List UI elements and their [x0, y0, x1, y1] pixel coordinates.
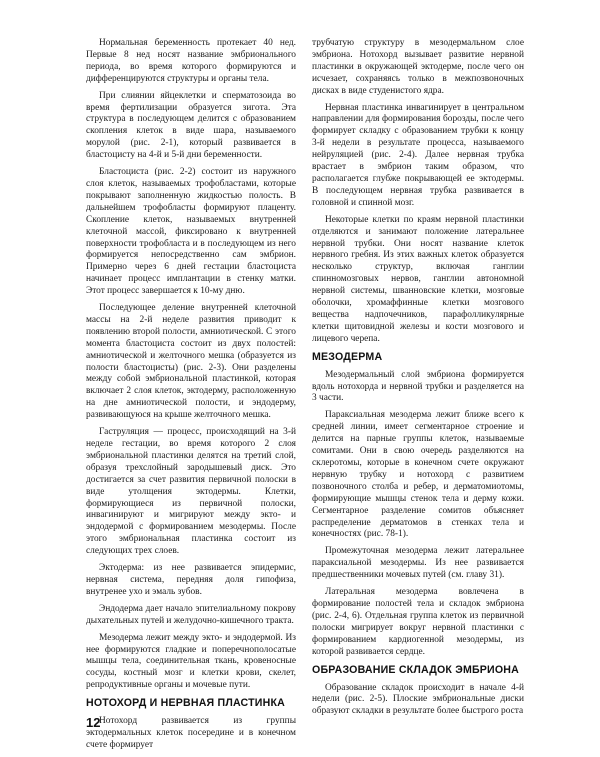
paragraph: Нервная пластинка инвагинирует в центральном направлении для формирования борозды, после чего формирует складку с образованием трубки к концу 3-й недели в результате процесса, называемого нейруляцией (рис. 2-4). Далее нервная трубка врастает в эмбрион таким образом, что располагается глубже покрывающей ее эктодермы. В последующем нервная трубка развивается в головной и спинной мозг. — [312, 102, 524, 208]
paragraph: Эндодерма дает начало эпителиальному покрову дыхательных путей и желудочно-кишечного тракта. — [86, 603, 296, 626]
paragraph: Эктодерма: из нее развивается эпидермис, нервная система, передняя доля гипофиза, внутренее ухо и эмаль зубов. — [86, 563, 296, 597]
paragraph: Латеральная мезодерма вовлечена в формирование полостей тела и складок эмбриона (рис. 2-4, 6). Отдельная группа клеток из первичной полоски мигрирует вокруг нервной пластинки с формированием кардиогенной мезодермы, из которой развивается сердце. — [312, 587, 524, 657]
paragraph: Нотохорд развивается из группы эктодермальных клеток посередине и в конечном счете формирует — [86, 716, 296, 750]
paragraph: Промежуточная мезодерма лежит латеральнее параксиальной мезодермы. Из нее развивается предшественники мочевых путей (см. главу 31). — [312, 546, 524, 581]
paragraph: Нормальная беременность протекает 40 нед. Первые 8 нед носят название эмбрионального периода, во время которого формируются и дифференцируются структуры и органы тела. — [86, 38, 296, 84]
paragraph: Некоторые клетки по краям нервной пластинки отделяются и занимают положение латеральнее нервной трубки. Они носят название клеток нервного гребня. Из этих важных клеток образуется несколько структур, включая ганглии спинномозговых нервов, ганглии автономной нервной системы, шванновские клетки, мозговые оболочки, хромаффинные клетки мозгового вещества надпочечников, парафолликулярные клетки щитовидной железы и кости мозгового и лицевого черепа. — [312, 214, 524, 344]
paragraph: Параксиальная мезодерма лежит ближе всего к средней линии, имеет сегментарное строение и делится на парные группы клеток, называемые сомитами. Они в свою очередь разделяются на склеротомы, которые в конечном счете окружают нервную трубку и нотохорд с развитием позвоночного столба и ребер, и дерматомиотомы, формирующие мышцы стенок тела и дерму кожи. Сегментарное разделение сомитов объясняет распределение дерматомов в стенках тела и конечностях (рис. 78-1). — [312, 410, 524, 540]
paragraph: Последующее деление внутренней клеточной массы на 2-й неделе развития приводит к появлению второй полости, амниотической. С этого момента бластоциста состоит из двух полостей: амниотической и желточного мешка (образуется из полости бластоцисты) (рис. 2-3). Они разделены между собой эмбриональной пластинкой, которая включает 2 слоя клеток, эктодерму, расположенную на дне амниотической полости, и эндодерму, развивающуюся на крыше желточного мешка. — [86, 303, 296, 421]
right-column — [312, 38, 524, 723]
left-column — [86, 38, 296, 757]
section-heading-notochord: НОТОХОРД И НЕРВНАЯ ПЛАСТИНКА — [86, 697, 285, 710]
page-number: 12 — [86, 715, 101, 730]
paragraph: Бластоциста (рис. 2-2) состоит из наружного слоя клеток, называемых трофобластами, которые покрывают заполненную жидкостью полость. В дальнейшем трофобласты формируют плаценту. Скопление клеток, называемых внутренней клеточной массой, фиксировано к внутренней поверхности трофобласта и в последующем из него формируется непосредственно сам эмбрион. Примерно через 6 дней гестации бластоциста начинает процесс имплантации в стенку матки. Этот процесс завершается к 10-му дню. — [86, 167, 296, 297]
section-heading-folding: ОБРАЗОВАНИЕ СКЛАДОК ЭМБРИОНА — [312, 663, 520, 676]
paragraph: Гаструляция — процесс, происходящий на 3-й неделе гестации, во время которого 2 слоя эмбриональной пластинки делятся на третий слой, образуя трехслойный зародышевый диск. Это достигается за счет развития первичной полоски в виде утолщения эктодермы. Клетки, формирующиеся из первичной полоски, инвагинируют и мигрируют между экто- и эндодермой с формированием мезодермы. После этого эмбриональная пластинка состоит из следующих трех слоев. — [86, 427, 296, 557]
paragraph: При слиянии яйцеклетки и сперматозоида во время фертилизации образуется зигота. Эта структура в последующем делится с образованием скопления клеток в виде шара, называемого морулой (рис. 2-1), который развивается в бластоцисту на 4-й и 5-й дни беременности. — [86, 90, 296, 161]
paragraph: Мезодерма лежит между экто- и эндодермой. Из нее формируются гладкие и поперечнополосатые мышцы тела, соединительная ткань, кровеносные сосуды, костный мозг и клетки крови, скелет, репродуктивные органы и мочевые пути. — [86, 632, 296, 691]
paragraph: Мезодермальный слой эмбриона формируется вдоль нотохорда и нервной трубки и разделяется на 3 части. — [312, 369, 524, 404]
paragraph: Образование складок происходит в начале 4-й недели (рис. 2-5). Плоские эмбриональные диски образуют складки в результате более быстрого роста — [312, 682, 524, 717]
section-heading-mesoderm: МЕЗОДЕРМА — [312, 350, 383, 363]
paragraph: трубчатую структуру в мезодермальном слое эмбриона. Нотохорд вызывает развитие нервной пластинки в окружающей эктодерме, после чего он исчезает, сохраняясь только в межпозвоночных дисках в виде студенистого ядра. — [312, 38, 524, 96]
